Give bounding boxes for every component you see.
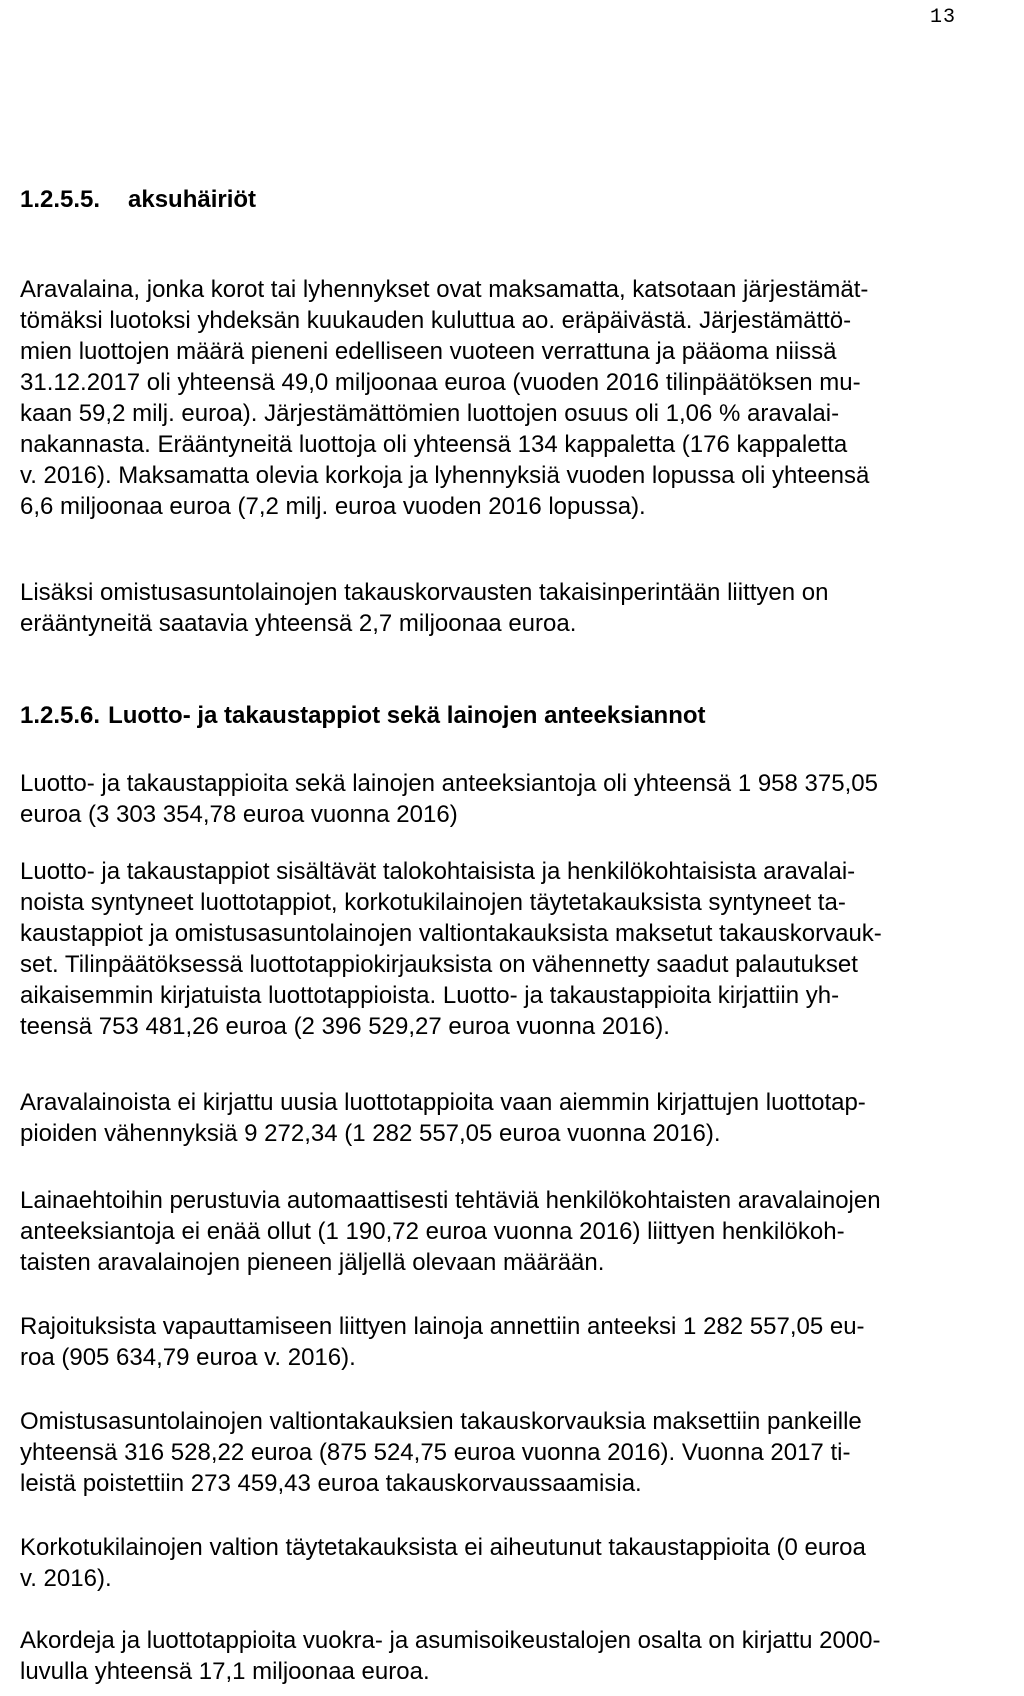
section-heading-2: [20, 702, 706, 730]
section-number: 1.2.5.5.: [20, 186, 101, 213]
paragraph: Aravalaina, jonka korot tai lyhennykset ovat maksamatta, katsotaan järjestämät- tömäksi luotoksi yhdeksän kuukauden kuluttua ao. eräpäivästä. Järjestämättö- mien luottojen määrä pieneni edelliseen vuoteen verrattuna ja pääoma niissä 31.12.2017 oli yhteensä 49,0 miljoonaa euroa (vuoden 2016 tilinpäätöksen mu- kaan 59,2 milj. euroa). Järjestämättömien luottojen osuus oli 1,06 % aravalai- nakannasta. Erääntyneitä luottoja oli yhteensä 134 kappaletta (176 kappaletta v. 2016). Maksamatta olevia korkoja ja lyhennyksiä vuoden lopussa oli yhteensä 6,6 miljoonaa euroa (7,2 milj. euroa vuoden 2016 lopussa).: [20, 276, 870, 520]
paragraph: Lisäksi omistusasuntolainojen takauskorvausten takaisinperintään liittyen on erääntyneitä saatavia yhteensä 2,7 miljoonaa euroa.: [20, 579, 829, 637]
paragraph: Omistusasuntolainojen valtiontakauksien takauskorvauksia maksettiin pankeille yhteensä 316 528,22 euroa (875 524,75 euroa vuonna 2016). Vuonna 2017 ti- leistä poistettiin 273 459,43 euroa takauskorvaussaamisia.: [20, 1408, 862, 1497]
paragraph: Akordeja ja luottotappioita vuokra- ja asumisoikeustalojen osalta on kirjattu 2000- luvulla yhteensä 17,1 miljoonaa euroa.: [20, 1627, 881, 1685]
section-heading-1: [20, 186, 256, 214]
paragraph: Lainaehtoihin perustuvia automaattisesti tehtäviä henkilökohtaisten aravalainojen anteeksiantoja ei enää ollut (1 190,72 euroa vuonna 2016) liittyen henkilökoh- taisten aravalainojen pieneen jäljellä olevaan määrään.: [20, 1187, 881, 1276]
paragraph: Korkotukilainojen valtion täytetakauksista ei aiheutunut takaustappioita (0 euroa v. 2016).: [20, 1534, 866, 1592]
paragraph: Rajoituksista vapauttamiseen liittyen lainoja annettiin anteeksi 1 282 557,05 eu- roa (905 634,79 euroa v. 2016).: [20, 1313, 865, 1371]
paragraph: Luotto- ja takaustappioita sekä lainojen anteeksiantoja oli yhteensä 1 958 375,05 euroa (3 303 354,78 euroa vuonna 2016): [20, 770, 878, 828]
paragraph: Aravalainoista ei kirjattu uusia luottotappioita vaan aiemmin kirjattujen luottotap- pioiden vähennyksiä 9 272,34 (1 282 557,05 euroa vuonna 2016).: [20, 1089, 866, 1147]
page-number: 13: [929, 6, 956, 29]
section-title: aksuhäiriöt: [128, 186, 257, 213]
section-number: 1.2.5.6.: [20, 702, 101, 729]
paragraph: Luotto- ja takaustappiot sisältävät talokohtaisista ja henkilökohtaisista aravalai- noista syntyneet luottotappiot, korkotukilainojen täytetakauksista syntyneet ta- kaustappiot ja omistusasuntolainojen valtiontakauksista maksetut takauskorvauk- set. Tilinpäätöksessä luottotappiokirjauksista on vähennetty saadut palautukset aikaisemmin kirjatuista luottotappioista. Luotto- ja takaustappioita kirjattiin yh- teensä 753 481,26 euroa (2 396 529,27 euroa vuonna 2016).: [20, 858, 882, 1040]
section-title: Luotto- ja takaustappiot sekä lainojen anteeksiannot: [108, 702, 706, 729]
